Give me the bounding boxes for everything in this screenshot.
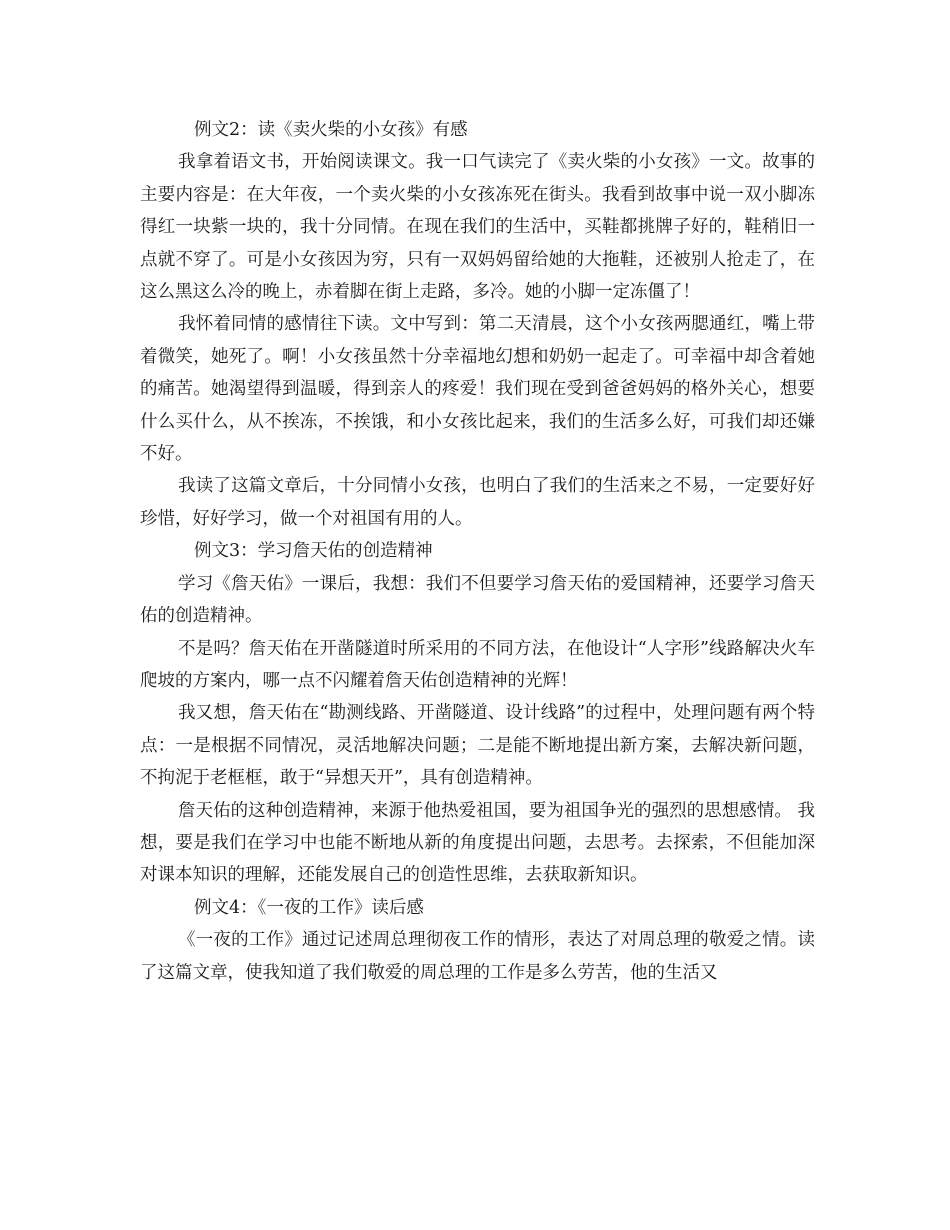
paragraph: 詹天佑的这种创造精神，来源于他热爱祖国，要为祖国争光的强烈的思想感情。 我想，要是我们在学习中也能不断地从新的角度提出问题，去思考。去探索，不但能加深对课本知识的理解，还能发展自己的创造性思维，去获取新知识。 [140, 800, 815, 886]
section-heading: 例文3：学习詹天佑的创造精神 [194, 541, 433, 562]
section-heading: 例文2：读《卖火柴的小女孩》有感 [194, 120, 468, 140]
paragraph: 《一夜的工作》通过记述周总理彻夜工作的情形，表达了对周总理的敬爱之情。读了这篇文章，使我知道了我们敬爱的周总理的工作是多么劳苦，他的生活又 [140, 930, 815, 983]
section-heading: 例文4：《一夜的工作》读后感 [194, 897, 424, 918]
paragraph: 不是吗？詹天佑在开凿隧道时所采用的不同方法，在他设计“人字形”线路解决火车爬坡的方案内，哪一点不闪耀着詹天佑创造精神的光辉！ [140, 638, 815, 691]
paragraph: 我拿着语文书，开始阅读课文。我一口气读完了《卖火柴的小女孩》一文。故事的主要内容是：在大年夜，一个卖火柴的小女孩冻死在街头。我看到故事中说一双小脚冻得红一块紫一块的，我十分同情。在现在我们的生活中，买鞋都挑牌子好的，鞋稍旧一点就不穿了。可是小女孩因为穷，只有一双妈妈留给她的大拖鞋，还被别人抢走了，在这么黑这么冷的晚上，赤着脚在街上走路，多冷。她的小脚一定冻僵了！ [140, 152, 815, 303]
paragraph: 学习《詹天佑》一课后，我想：我们不但要学习詹天佑的爱国精神，还要学习詹天佑的创造精神。 [140, 573, 815, 627]
document-body [140, 114, 815, 989]
paragraph: 我读了这篇文章后，十分同情小女孩，也明白了我们的生活来之不易，一定要好好珍惜，好好学习，做一个对祖国有用的人。 [140, 476, 815, 529]
paragraph: 我又想，詹天佑在“勘测线路、开凿隧道、设计线路”的过程中，处理问题有两个特点：一是根据不同情况，灵活地解决问题；二是能不断地提出新方案，去解决新问题，不拘泥于老框框，敢于“异想天开”，具有创造精神。 [140, 703, 815, 789]
paragraph: 我怀着同情的感情往下读。文中写到：第二天清晨，这个小女孩两腮通红，嘴上带着微笑，她死了。啊！小女孩虽然十分幸福地幻想和奶奶一起走了。可幸福中却含着她的痛苦。她渴望得到温暖，得到亲人的疼爱！我们现在受到爸爸妈妈的格外关心，想要什么买什么，从不挨冻，不挨饿，和小女孩比起来，我们的生活多么好，可我们却还嫌不好。 [140, 314, 815, 465]
